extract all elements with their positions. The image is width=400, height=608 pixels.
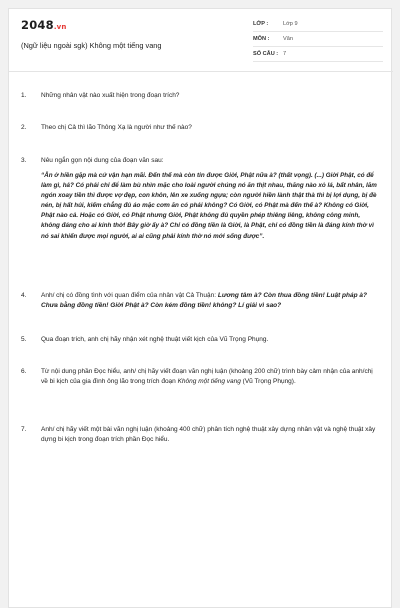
question-number: 7. (21, 426, 27, 433)
meta-key: SỐ CÂU : (253, 51, 279, 57)
meta-row-class (253, 17, 383, 32)
question-text-quoted: Lương tâm à? Còn thua đồng tiền! Luật pháp à? Chưa bằng đồng tiền! Giời Phật à? Còn kém đồng tiền! không? Lí giải vì sao? (41, 292, 367, 310)
question-text-plain: Từ nội dung phần Đọc hiểu, anh/ chị hãy viết đoạn văn nghị luận (khoảng 200 chữ) trình bày cảm nhận của anh/chị về bi kịch của gia đình ông lão trong trích đoạn (41, 368, 373, 386)
question-text: Qua đoạn trích, anh chị hãy nhận xét nghệ thuật viết kịch của Vũ Trọng Phụng. (41, 336, 269, 343)
meta-row-subject (253, 32, 383, 47)
meta-value: 7 (283, 51, 287, 57)
question-text: Những nhân vật nào xuất hiện trong đoạn trích? (41, 92, 180, 99)
site-logo[interactable] (21, 18, 67, 32)
question-quote: “Ẫn ở hiền gặp mà cứ vận hạn mãi. Đến thế mà còn tin được Giời, Phật nữa à? (thất vọng). (...) Giời Phật, có để làm gì, hả? Có phải chỉ để làm bù nhìn mặc cho loài người chúng nó ăn thịt nhau, thăng nào xỏ lá, bất nhân, lăm ngón xoay tiền thì được vợ đẹp, con khôn, lên xe xuống ngựa; còn người hiền lành thật thà thì bị lợi dụng, bị đè nén, bị hất hủi, kiếm chẳng đủ áo mặc cơm ăn có phải không? Có Giời, có Phật mà đến thế à? Không có Giời, Phật nào cả. Hoặc có Giời, có Phật nhưng Giời, Phật không đủ quyền phép thiêng liêng, không công minh, không đáng cho ai kính thờ! Bây giờ ấy à? Chỉ có đồng tiền là Giời, là Phật, chỉ có đồng tiền là đáng kính thờ vì nó sai khiến được mọi người, ai ai cũng phải kính thờ nó mới sống được”. (41, 172, 377, 240)
document-sheet (8, 8, 392, 608)
question-text-work-title: Không một tiếng vang (177, 378, 241, 386)
meta-key: LỚP : (253, 21, 269, 27)
question-1 (21, 91, 381, 103)
meta-row-count (253, 47, 383, 62)
meta-value: Lớp 9 (283, 21, 298, 27)
question-number: 6. (21, 368, 27, 375)
question-5 (21, 335, 381, 347)
meta-value: Văn (283, 36, 293, 42)
logo-text: 2048 (21, 18, 54, 32)
question-2 (21, 123, 381, 135)
question-number: 2. (21, 124, 27, 131)
question-number: 4. (21, 292, 27, 299)
question-text: Theo chị Cả thì lão Thông Xạ là người như thế nào? (41, 124, 192, 131)
header-divider (9, 71, 393, 72)
question-text-plain: Anh/ chị có đồng tình với quan điểm của nhân vật Cả Thuận: (41, 292, 218, 299)
question-text (41, 367, 379, 387)
question-text: Nêu ngắn gọn nội dung của đoạn văn sau: (41, 157, 164, 164)
document-title: (Ngữ liệu ngoài sgk) Không một tiếng vang (21, 41, 162, 50)
meta-table (253, 17, 383, 62)
question-number: 3. (21, 157, 27, 164)
question-3 (21, 156, 381, 356)
question-7 (21, 425, 381, 449)
question-text-author: (Vũ Trọng Phụng). (240, 378, 296, 386)
question-4 (21, 291, 381, 315)
question-number: 5. (21, 336, 27, 343)
meta-key: MÔN : (253, 36, 270, 42)
question-number: 1. (21, 92, 27, 99)
question-text: Anh/ chị hãy viết một bài văn nghị luận (khoảng 400 chữ) phân tích nghệ thuật xây dựng nhân vật và nghệ thuật xây dựng bi kịch trong đoạn trích phần Đọc hiểu. (41, 426, 376, 444)
logo-suffix: .vn (53, 23, 67, 31)
document-header (9, 9, 393, 71)
question-6 (21, 367, 381, 403)
question-text (41, 291, 379, 311)
